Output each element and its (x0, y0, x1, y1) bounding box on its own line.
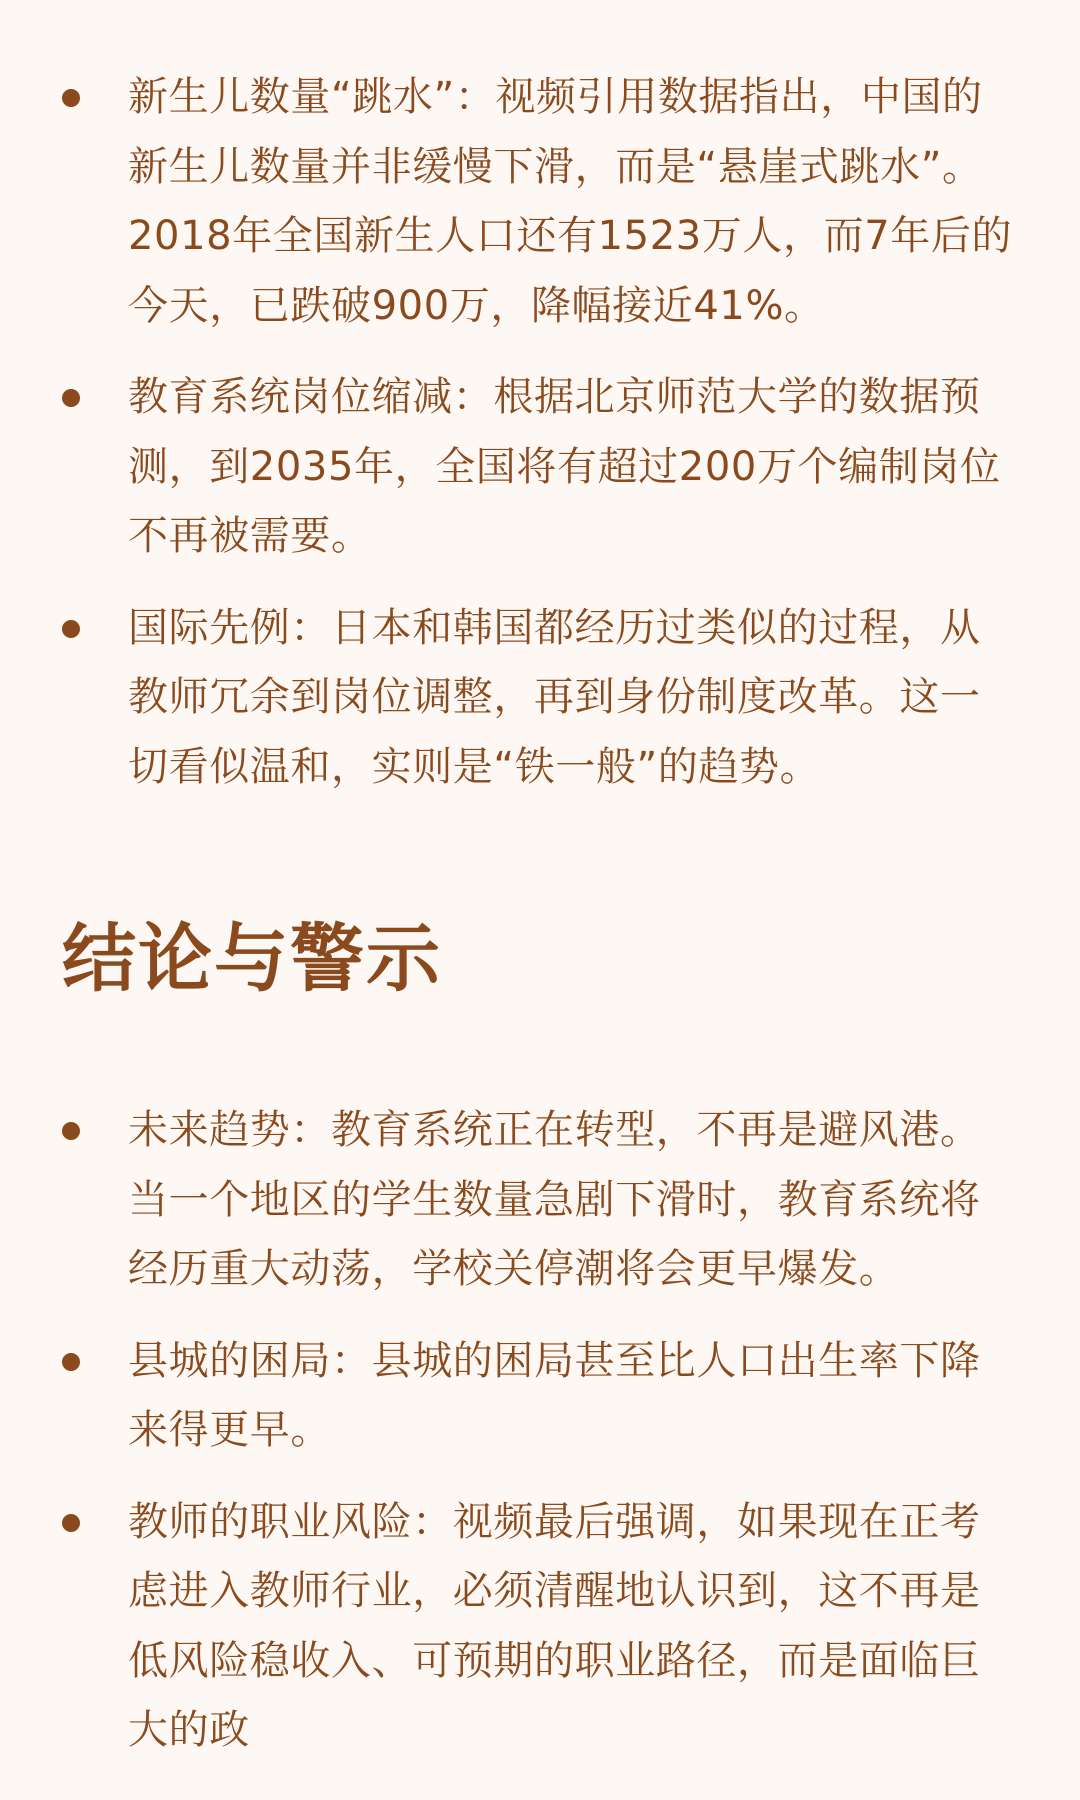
bullet-icon (62, 1353, 80, 1371)
list-item (62, 363, 1018, 572)
bullet-icon (62, 1514, 80, 1532)
section-title: 结论与警示 (62, 916, 442, 1002)
list-item (62, 1327, 1018, 1466)
list-item (62, 594, 1018, 803)
list-item-text: 县城的困局：县城的困局甚至比人口出生率下降来得更早。 (128, 1337, 981, 1453)
section-heading-wrap (62, 914, 1018, 1004)
list-item-text: 教育系统岗位缩减：根据北京师范大学的数据预测，到2035年，全国将有超过200万个编制岗位不再被需要。 (128, 374, 1001, 559)
list-item (62, 63, 1018, 341)
list-item (62, 1488, 1018, 1766)
list-item (62, 1096, 1018, 1305)
bullet-icon (62, 1122, 80, 1140)
bullet-icon (62, 89, 80, 107)
list-item-text: 教师的职业风险：视频最后强调，如果现在正考虑进入教师行业，必须清醒地认识到，这不再是低风险稳收入、可预期的职业路径，而是面临巨大的政 (128, 1498, 981, 1753)
bullet-icon (62, 620, 80, 638)
list-item-text: 未来趋势：教育系统正在转型，不再是避风港。当一个地区的学生数量急剧下滑时，教育系统将经历重大动荡，学校关停潮将会更早爆发。 (128, 1107, 981, 1292)
list-item-text: 国际先例：日本和韩国都经历过类似的过程，从教师冗余到岗位调整，再到身份制度改革。这一切看似温和，实则是“铁一般”的趋势。 (128, 604, 981, 790)
conclusion-list (62, 1096, 1018, 1766)
list-item-text: 新生儿数量“跳水”：视频引用数据指出，中国的新生儿数量并非缓慢下滑，而是“悬崖式跳水”。2018年全国新生人口还有1523万人，而7年后的今天，已跌破900万，降幅接近41%。 (128, 74, 1013, 329)
bullet-icon (62, 389, 80, 407)
key-points-list (62, 63, 1018, 802)
